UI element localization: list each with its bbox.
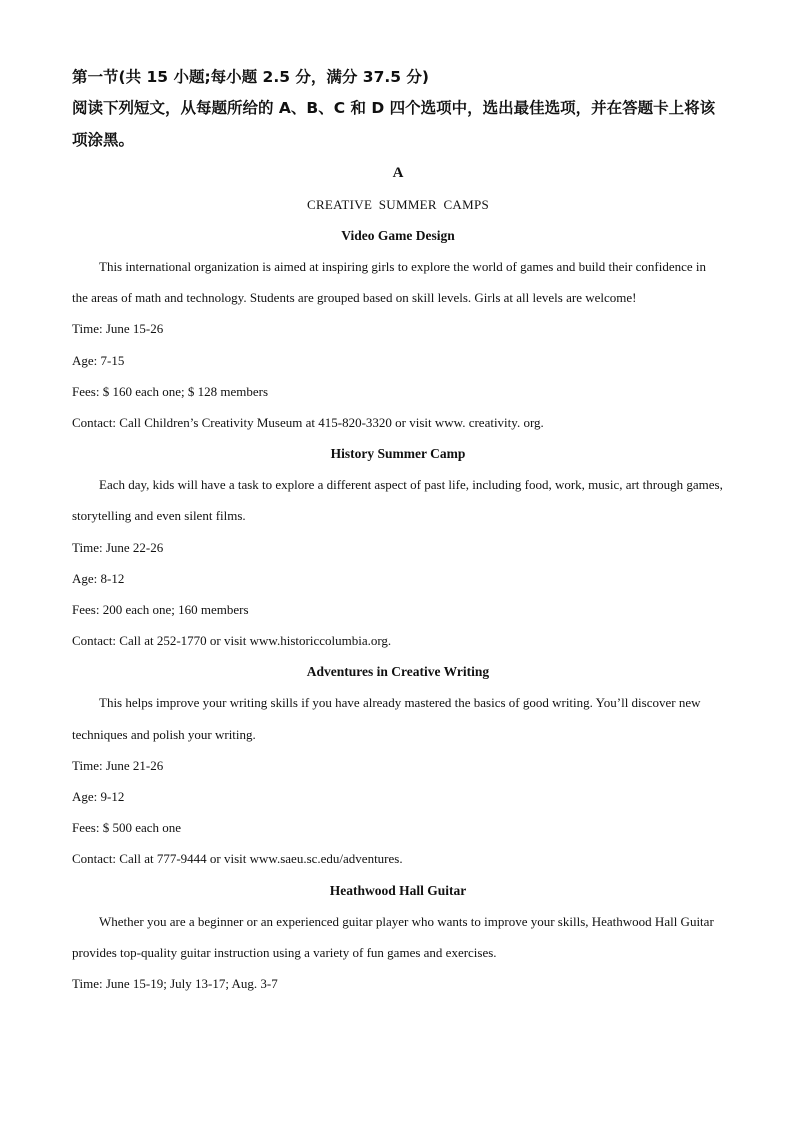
camp-description: This international organization is aimed at inspiring girls to explore the world of games and build their confidence in the areas of math and technology. Students are grouped based on skill levels. Girls at all levels are welcome! (72, 259, 706, 306)
camp-age: Age: 9-12 (72, 789, 125, 805)
camp-age: Age: 7-15 (72, 352, 125, 368)
camp-time: Time: June 15-26 (72, 321, 164, 337)
camp-contact: Contact: Call at 777-9444 or visit www.saeu.sc.edu/adventures. (72, 851, 403, 867)
camp-heathwood-hall-guitar (72, 875, 724, 1000)
camp-title: Heathwood Hall Guitar (329, 882, 467, 898)
section-header: 第一节(共 15 小题;每小题 2.5 分，满分 37.5 分) (72, 68, 430, 86)
passage-title: CREATIVE SUMMER CAMPS (306, 197, 490, 212)
instructions: 阅读下列短文，从每题所给的 A、B、C 和 D 四个选项中，选出最佳选项，并在答题卡上将该项涂黑。 (72, 99, 716, 149)
camp-contact: Contact: Call at 252-1770 or visit www.historiccolumbia.org. (72, 633, 392, 649)
camp-title: History Summer Camp (330, 446, 466, 462)
document-page (72, 62, 724, 999)
camp-creative-writing (72, 656, 724, 874)
camp-description: This helps improve your writing skills if you have already mastered the basics of good writing. You’ll discover new techniques and polish your writing. (72, 695, 701, 742)
camp-time: Time: June 22-26 (72, 539, 164, 555)
camp-fees: Fees: 200 each one; 160 members (72, 602, 249, 618)
camp-fees: Fees: $ 160 each one; $ 128 members (72, 383, 269, 399)
camp-time: Time: June 15-19; July 13-17; Aug. 3-7 (72, 976, 278, 992)
camp-fees: Fees: $ 500 each one (72, 820, 182, 836)
camp-description: Whether you are a beginner or an experienced guitar player who wants to improve your skills, Heathwood Hall Guitar provides top-quality guitar instruction using a variety of fun games and exercises. (72, 913, 714, 960)
camp-time: Time: June 21-26 (72, 757, 164, 773)
camp-title: Adventures in Creative Writing (306, 664, 490, 680)
camp-contact: Contact: Call Children’s Creativity Museum at 415-820-3320 or visit www. creativity. org. (72, 415, 544, 431)
camp-description: Each day, kids will have a task to explore a different aspect of past life, including food, work, music, art through games, storytelling and even silent films. (72, 477, 723, 524)
camp-history-summer-camp (72, 438, 724, 656)
camp-title: Video Game Design (341, 228, 455, 243)
passage-letter: A (392, 165, 404, 181)
camp-age: Age: 8-12 (72, 570, 125, 586)
camp-video-game-design (72, 220, 724, 438)
